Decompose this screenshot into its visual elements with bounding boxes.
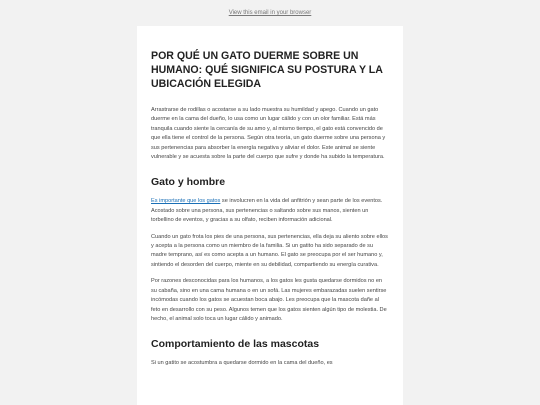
section-heading-gato-y-hombre: Gato y hombre xyxy=(151,176,226,189)
paragraph-comportamiento-1: Si un gatito se acostumbra a quedarse dormido en la cama del dueño, es xyxy=(151,360,333,367)
section-heading-comportamiento: Comportamiento de las mascotas xyxy=(151,338,320,351)
paragraph-text: se involucren en la vida del anfitrión y sean parte de los eventos. Acostado sobre una persona, sus pertenencias o saltando sobre sus manos, sienten un torbellino de eventos, y gracias a su olfato, reciben información adicional. xyxy=(151,198,383,224)
email-header xyxy=(0,0,540,26)
paragraph-gato-y-hombre-1 xyxy=(151,197,389,225)
paragraph-gato-y-hombre-3: Por razones desconocidas para los humanos, a los gatos les gusta quedarse dormidos no en su cabaña, sino en una cama humana o en un sofá. Las mujeres embarazadas suelen sentirse incómodas cuando los gatos se acuestan boca abajo. Les preocupa que la mascota dañe al feto en desarrollo con su peso. Algunos temen que los gatos sienten algún tipo de molestia. De hecho, el animal solo toca un lugar cálido y animado. xyxy=(151,278,387,322)
view-in-browser-link[interactable]: View this email in your browser xyxy=(228,10,312,16)
email-content-card xyxy=(137,26,403,405)
paragraph-gato-y-hombre-2: Cuando un gato frota los pies de una persona, sus pertenencias, ella deja su aliento sobre ellos y acepta a la persona como un miembro de la familia. Si un gatito ha sido separado de su madre temprano, así es como acepta a un humano. El gato se preocupa por el ser humano y, sintiendo el desorden del cuerpo, miente en su debilidad, compartiendo su energía curativa. xyxy=(151,233,388,268)
article-title: POR QUÉ UN GATO DUERME SOBRE UN HUMANO: QUÉ SIGNIFICA SU POSTURA Y LA UBICACIÓN ELEGIDA xyxy=(151,50,383,90)
importante-gatos-link[interactable]: Es importante que los gatos xyxy=(151,198,221,205)
intro-paragraph: Arrastrarse de rodillas o acostarse a su lado muestra su humildad y apego. Cuando un gato duerme en la cama del dueño, lo usa como un lugar cálido y con un olor familiar. Está más tranquila cuando siente la cercanía de su amo y, al mismo tiempo, el gato está convencido de que ella tiene el control de la persona. Según otra teoría, un gato duerme sobre una persona y sus pertenencias para absorber la energía negativa y aliviar el dolor. Este animal se siente vulnerable y se acuesta sobre la parte del cuerpo que sufre y donde ha subido la temperatura. xyxy=(151,107,386,161)
